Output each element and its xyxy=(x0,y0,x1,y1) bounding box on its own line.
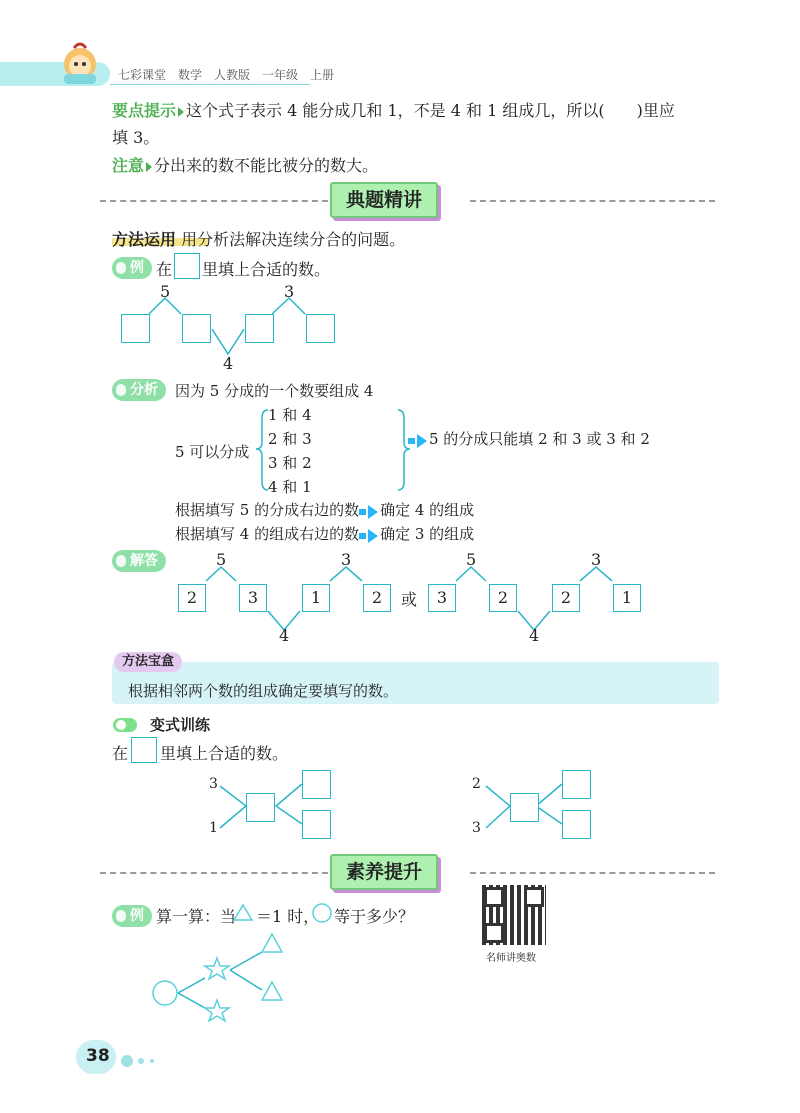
method-text: 用分析法解决连续分合的问题。 xyxy=(181,230,406,249)
variant-right-top: 2 xyxy=(472,776,481,792)
analysis-step1-a: 根据填写 5 的分成右边的数 xyxy=(175,501,360,519)
answer1-box-4: 2 xyxy=(363,584,391,612)
answer1-box-1: 2 xyxy=(178,584,206,612)
example1-bottom: 4 xyxy=(223,354,234,373)
analysis-tag: 分析 xyxy=(112,379,166,401)
answer2-box-4: 1 xyxy=(613,584,641,612)
section1-title: 典题精讲 xyxy=(330,182,438,218)
page-dot-3 xyxy=(150,1059,154,1063)
note-text: 分出来的数不能比被分的数大。 xyxy=(154,156,379,175)
answer2-box-2: 2 xyxy=(489,584,517,612)
treasure-label: 方法宝盒 xyxy=(114,652,182,672)
answer2-top-right: 3 xyxy=(591,550,602,569)
header-title: 七彩课堂 数学 人教版 一年级 上册 xyxy=(118,68,335,82)
variant-right-bottom: 3 xyxy=(472,820,481,836)
variant-post: 里填上合适的数。 xyxy=(160,744,289,763)
analysis-item-4: 4 和 1 xyxy=(268,478,312,496)
answer2-box-1: 3 xyxy=(428,584,456,612)
tip-line1: 这个式子表示 4 能分成几和 1，不是 4 和 1 组成几，所以( )里应 xyxy=(186,101,675,120)
tip-line2: 填 3。 xyxy=(112,128,160,147)
treasure-text: 根据相邻两个数的组成确定要填写的数。 xyxy=(128,682,399,700)
answer-tag: 解答 xyxy=(112,550,166,572)
analysis-step2-b: 确定 3 的组成 xyxy=(380,525,475,543)
analysis-item-3: 3 和 2 xyxy=(268,454,312,472)
analysis-prefix: 5 可以分成 xyxy=(175,443,250,461)
example2-text-2: ＝1 时， xyxy=(256,907,320,926)
answer1-box-2: 3 xyxy=(239,584,267,612)
section2-title: 素养提升 xyxy=(330,854,438,890)
answer2-box-3: 2 xyxy=(552,584,580,612)
variant-left-bottom: 1 xyxy=(209,820,218,836)
variant-title: 变式训练 xyxy=(150,716,211,734)
example1-top-left: 5 xyxy=(160,282,171,301)
analysis-conclusion: 5 的分成只能填 2 和 3 或 3 和 2 xyxy=(429,430,650,448)
answer1-top-right: 3 xyxy=(341,550,352,569)
example2-text-1: 算一算：当 xyxy=(156,907,237,926)
example2-tag: 例 xyxy=(112,905,152,927)
page-dot-1 xyxy=(121,1055,133,1067)
page-number: 38 xyxy=(86,1046,110,1066)
triangle-icon xyxy=(234,905,252,920)
analysis-step1-b: 确定 4 的组成 xyxy=(380,501,475,519)
analysis-step2-a: 根据填写 4 的组成右边的数 xyxy=(175,525,360,543)
page-dot-2 xyxy=(138,1058,144,1064)
analysis-item-2: 2 和 3 xyxy=(268,430,312,448)
answer2-bottom: 4 xyxy=(529,626,540,645)
answer-or: 或 xyxy=(401,590,418,609)
qr-caption: 名师讲奥数 xyxy=(486,953,536,964)
variant-left-top: 3 xyxy=(209,776,218,792)
qr-code-icon[interactable] xyxy=(482,885,546,945)
answer1-box-3: 1 xyxy=(302,584,330,612)
analysis-item-1: 1 和 4 xyxy=(268,406,312,424)
example1-top-right: 3 xyxy=(284,282,295,301)
answer1-bottom: 4 xyxy=(279,626,290,645)
example1-post: 里填上合适的数。 xyxy=(202,260,331,279)
note-label: 注意 xyxy=(112,156,145,175)
example1-pre: 在 xyxy=(156,260,173,279)
variant-pre: 在 xyxy=(112,744,129,763)
example2-text-3: 等于多少？ xyxy=(334,907,415,926)
method-label: 方法运用 xyxy=(112,230,177,249)
analysis-line1: 因为 5 分成的一个数要组成 4 xyxy=(175,382,374,400)
example1-tag: 例 xyxy=(112,257,152,279)
answer2-top-left: 5 xyxy=(466,550,477,569)
tip-label: 要点提示 xyxy=(112,101,177,120)
answer1-top-left: 5 xyxy=(216,550,227,569)
